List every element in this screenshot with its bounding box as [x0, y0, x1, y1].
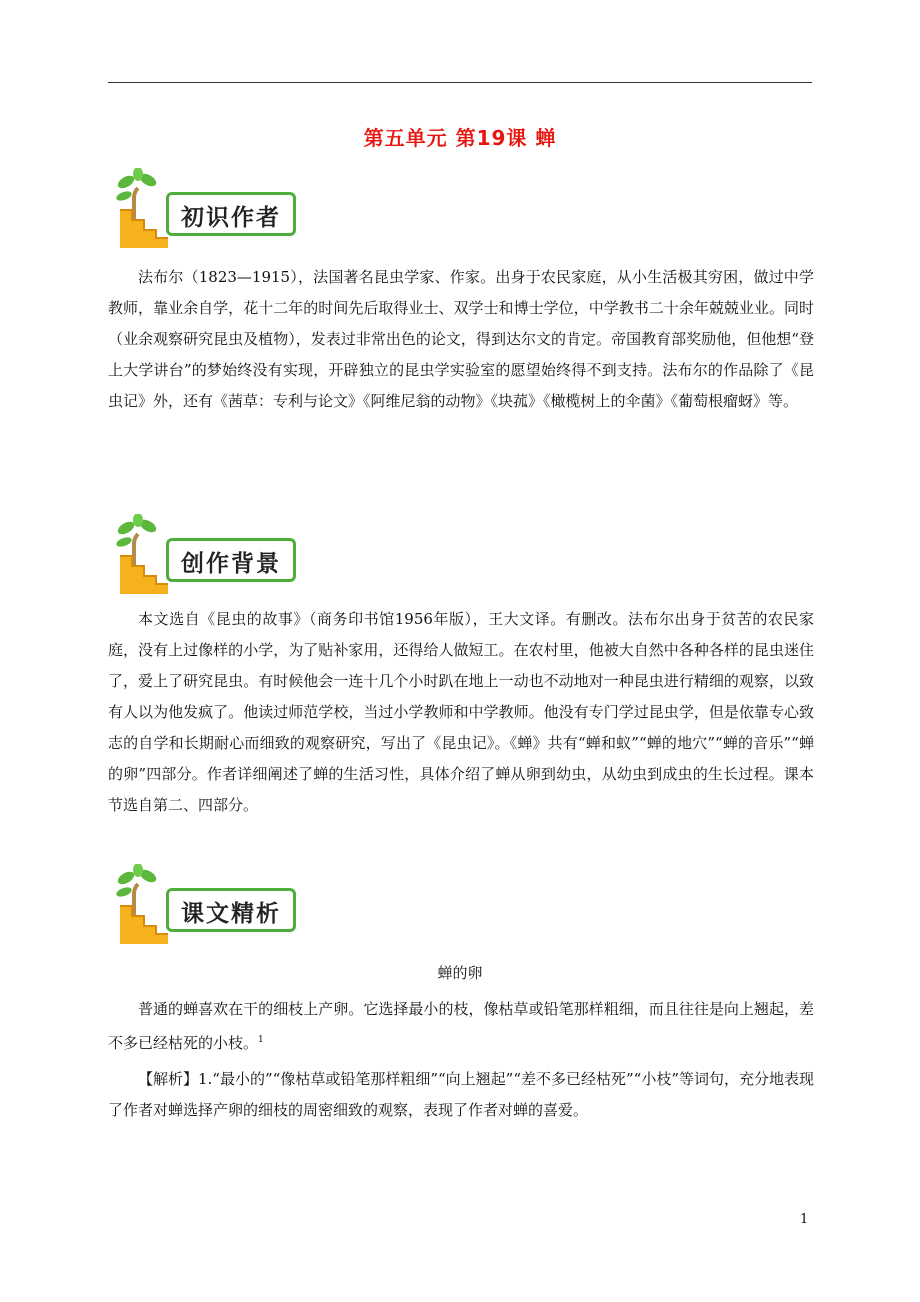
passage-subtitle: 蝉的卵: [437, 964, 483, 982]
section-heading: 课文精析: [181, 901, 281, 927]
section-heading-box: [166, 538, 296, 582]
background-paragraph: 本文选自《昆虫的故事》（商务印书馆1956年版），王大文译。有删改。法布尔出身于贫苦的农民家庭，没有上过像样的小学，为了贴补家用，还得给人做短工。在农村里，他被大自然中各种各样的昆虫迷住了，爱上了研究昆虫。有时候他会一连十几个小时趴在地上一动也不动地对一种昆虫进行精细的观察，以致有人以为他发疯了。他读过师范学校，当过小学教师和中学教师。他没有专门学过昆虫学，但是依靠专心致志的自学和长期耐心而细致的观察研究，写出了《昆虫记》。《蝉》共有“蝉和蚁”“蝉的地穴”“蝉的音乐”“蝉的卵”四部分。作者详细阐述了蝉的生活习性，具体介绍了蝉从卵到幼虫，从幼虫到成虫的生长过程。课本节选自第二、四部分。: [108, 610, 814, 814]
passage-paragraph: [108, 994, 814, 1059]
footnote-marker: 1: [258, 1035, 264, 1045]
section-heading-box: [166, 192, 296, 236]
passage-text: 普通的蝉喜欢在干的细枝上产卵。它选择最小的枝，像枯草或铅笔那样粗细，而且往往是向上翘起，差不多已经枯死的小枝。: [108, 1000, 814, 1052]
section-badge-analysis: [112, 864, 312, 944]
section-heading: 创作背景: [181, 551, 281, 577]
page-number: 1: [800, 1212, 809, 1227]
section-heading-box: [166, 888, 296, 932]
author-paragraph: 法布尔（1823—1915），法国著名昆虫学家、作家。出身于农民家庭，从小生活极其穷困，做过中学教师，靠业余自学，花十二年的时间先后取得业士、双学士和博士学位，中学教书二十余年兢兢业业。同时（业余观察研究昆虫及植物），发表过非常出色的论文，得到达尔文的肯定。帝国教育部奖励他，但他想“登上大学讲台”的梦始终没有实现，开辟独立的昆虫学实验室的愿望始终得不到支持。法布尔的作品除了《昆虫记》外，还有《茜草：专利与论文》《阿维尼翁的动物》《块菰》《橄榄树上的伞菌》《葡萄根瘤蚜》等。: [108, 268, 814, 410]
section-badge-background: [112, 514, 312, 594]
section-heading: 初识作者: [181, 205, 281, 231]
header-rule: [108, 82, 812, 83]
page-title: 第五单元 第19课 蝉: [363, 126, 557, 150]
analysis-note: 【解析】1.“最小的”“像枯草或铅笔那样粗细”“向上翘起”“差不多已经枯死”“小枝”等词句，充分地表现了作者对蝉选择产卵的细枝的周密细致的观察，表现了作者对蝉的喜爱。: [108, 1070, 815, 1119]
section-badge-author: [112, 168, 312, 248]
